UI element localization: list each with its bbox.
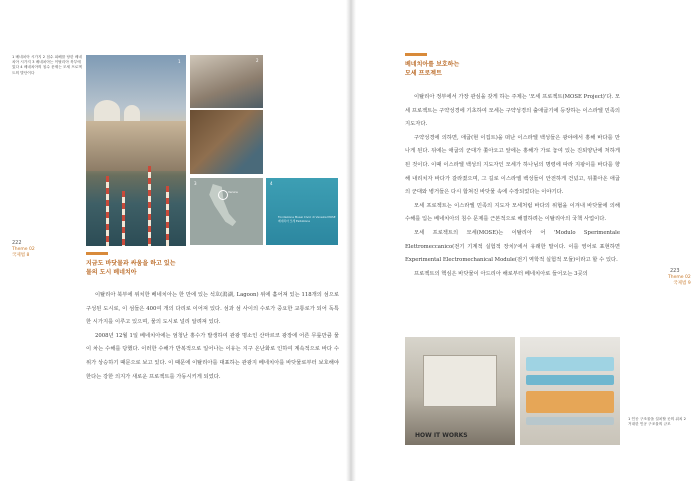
paragraph: 프로젝트의 핵심은 바닷물이 아드리아 해로부터 베네치아로 들어오는 3곳의 [414,270,588,277]
heading-line: 모세 프로젝트 [405,70,442,77]
photo-exhibit-board [405,337,515,445]
body-text-right [405,91,620,281]
paragraph: 구약성경에 의하면, 애굽(현 이집트)을 떠난 이스라엘 백성들은 광야에서 홍해 바다를 만나게 된다. 뒤에는 애굽의 군대가 쫓아오고 앞에는 홍해가 가로 놓여 있는 진퇴양난에 처하게 된 것이다. 이때 이스라엘 백성의 지도자인 모세가 하나님의 명령에 따라 지팡이를 바다를 향해 내리치자 바다가 갈라졌으며, 그 길로 이스라엘 백성들이 안전하게 건넜고, 뒤쫓아온 애굽의 군대와 병거들은 다시 합쳐진 바닷물 속에 수장되었다는 이야기다. [405,134,620,196]
venice-marker-icon [218,190,228,200]
photo-caption-left: 1 베네치아 시가지 2 침수 피해를 당한 베네치아 시가지 3 베네치아는 이탈리아 북부에 있다 4 베네치아의 침수 문제는 모세 프로젝트의 발단이다 [12,55,82,75]
photo-flooded-street [190,55,263,108]
photo-italy-map [190,178,263,245]
theme-title: Theme 02 [668,275,691,280]
poster-text: Fondazione Musei Civici di Venezia MOSE 베네치아 모세 Esibizione [278,215,336,223]
section-heading-left [86,259,266,277]
paragraph: 모세 프로젝트는 이스라엘 민족의 지도자 모세처럼 바다의 위협을 이겨내 바닷물에 의해 수해를 입는 베네치아의 침수 문제를 근본적으로 해결하려는 이탈리아의 국책 사업이다. [405,202,620,223]
how-it-works-label: HOW IT WORKS [415,432,468,439]
theme-title: Theme 02 [12,247,35,252]
paragraph: 이탈리아 북부에 위치한 베네치아는 한 만에 있는 석호(潟湖, Lagoon) 위에 흩어져 있는 118개의 섬으로 구성된 도시로, 이 섬들은 400여 개의 다리로 이어져 있다. 섬과 섬 사이의 수로가 중요한 교통로가 되어 독특한 시가지를 이루고 있으며, 물의 도시로 널리 알려져 있다. [86,292,339,326]
theme-subtitle: 국제법 8 [12,252,30,258]
photo-flooded-shop [190,110,263,174]
page-number-right: 223 [670,268,680,274]
heading-line: 물의 도시 베네치아 [86,269,137,276]
map-label: Venice [228,190,238,194]
photo-number: 2 [256,58,259,63]
paragraph: 모세 프로젝트의 모세(MOSE)는 이탈리아 어 'Modulo Sperimentale Elettromeccanico(전기 기계적 실험적 장치)'에서 유래한 말이다. 이를 영어로 표현하면 Experimental Electromechanical Module(전기 역학적 실험적 모듈)이라고 할 수 있다. [405,229,620,264]
theme-subtitle: 국제법 9 [673,280,691,286]
photo-number: 3 [194,181,197,186]
photo-venice-canal [86,55,186,246]
heading-line: 지금도 바닷물과 싸움을 하고 있는 [86,260,176,267]
page-number-left: 222 [12,240,22,246]
heading-line: 베네치아를 보호하는 [405,61,460,68]
paragraph: 이탈리아 정부에서 가장 관심을 갖게 하는 주제는 '모세 프로젝트(MOSE Project)'다. 모세 프로젝트는 구약성경에 기초하여 모세는 구약성경의 출애굽기에 등장하는 이스라엘 민족의 지도자다. [405,94,620,128]
paragraph: 2008년 12월 1일 베네치아에는 엄청난 홍수가 발생하여 관광 명소인 산마르코 광장에 어른 무릎만큼 물이 차는 수해를 당했다. 이러한 수해가 반복적으로 일어나는 이유는 지구 온난화로 인하여 계속적으로 바다 수위가 상승하기 때문으로 보고 있다. 이 때문에 이탈리아를 대표하는 관광지 베네치아를 바닷물로부터 보호해야 한다는 강한 의지가 새로운 프로젝트를 가동시키게 되었다. [86,332,339,380]
photo-caption-right: 1 인공 구조물을 설치할 곳의 위치 2 거대한 인공 구조물의 규모 [628,417,687,427]
photo-mose-poster [266,178,338,245]
body-text-left [86,289,339,384]
photo-number: 4 [270,181,273,186]
photo-number: 1 [178,59,181,64]
theme-label-right [668,275,691,286]
theme-label-left [12,247,35,258]
book-gutter [346,0,356,481]
section-heading-right [405,60,585,78]
exhibit-board [423,355,497,407]
photo-mose-model [520,337,620,445]
